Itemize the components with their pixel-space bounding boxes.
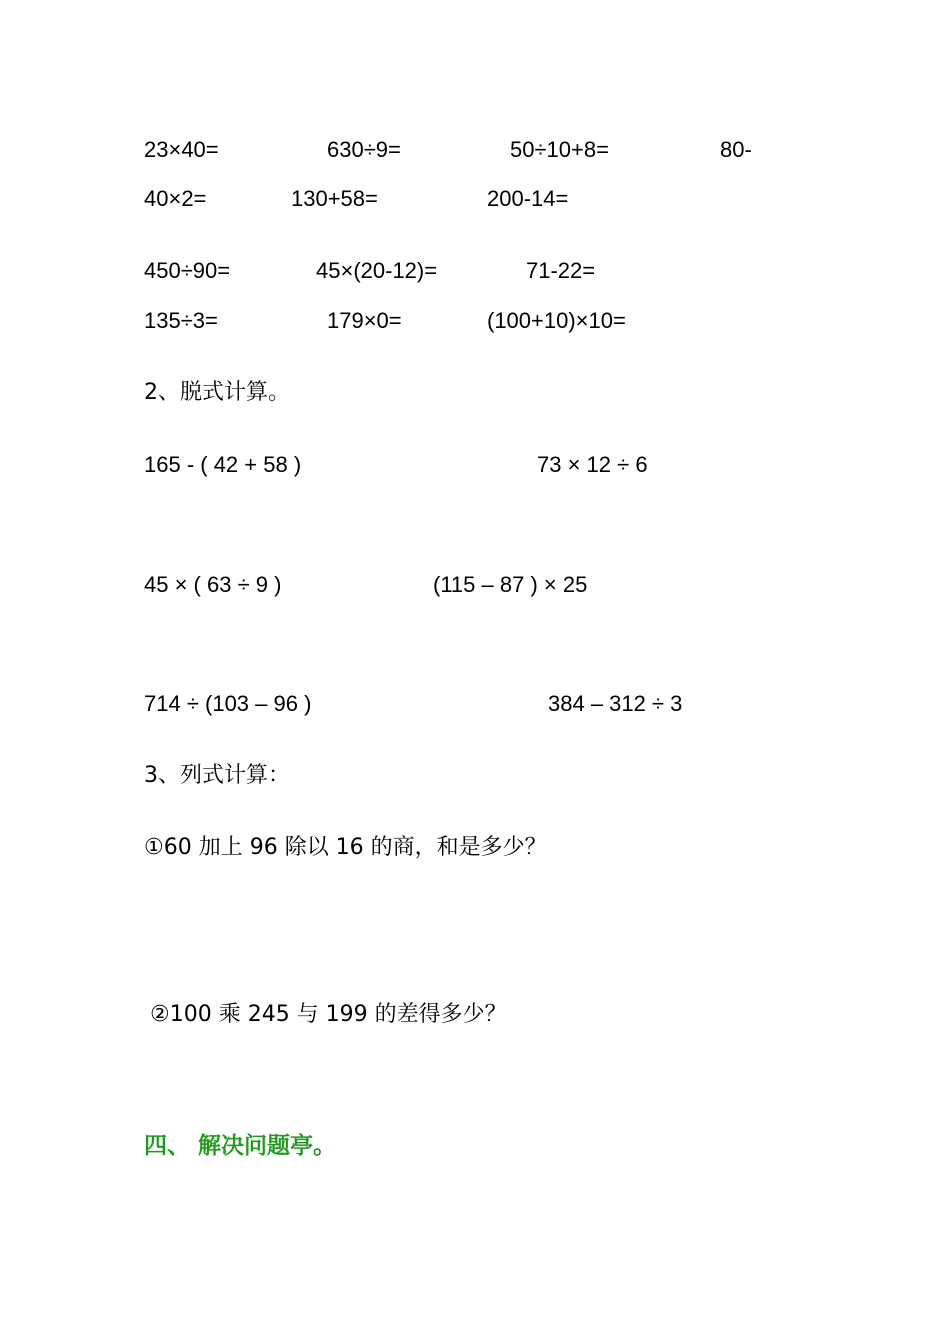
stepwise-problem-1: 165 - ( 42 + 58 )	[144, 452, 302, 477]
problem-80-minus: 80-	[720, 137, 752, 162]
stepwise-problem-3: 45 × ( 63 ÷ 9 )	[144, 572, 282, 597]
section2-heading: 2、脱式计算。	[144, 380, 290, 405]
problem-50div10plus8: 50÷10+8=	[510, 137, 609, 162]
stepwise-problem-4: (115 – 87 ) × 25	[433, 572, 588, 597]
problem-130plus58: 130+58=	[291, 186, 378, 211]
problem-45x20minus12: 45×(20-12)=	[316, 258, 438, 283]
problem-40x2: 40×2=	[144, 186, 207, 211]
problem-179x0: 179×0=	[327, 308, 402, 333]
word-problem-2: ②100 乘 245 与 199 的差得多少？	[150, 1002, 507, 1027]
stepwise-problem-5: 714 ÷ (103 – 96 )	[144, 691, 312, 716]
problem-23x40: 23×40=	[144, 137, 219, 162]
problem-200minus14: 200-14=	[487, 186, 569, 211]
problem-630div9: 630÷9=	[327, 137, 401, 162]
section3-heading: 3、列式计算：	[144, 763, 290, 788]
problem-135div3: 135÷3=	[144, 308, 218, 333]
stepwise-problem-6: 384 – 312 ÷ 3	[548, 691, 683, 716]
word-problem-1: ①60 加上 96 除以 16 的商，和是多少？	[144, 835, 547, 860]
problem-71minus22: 71-22=	[526, 258, 596, 283]
section4-heading: 四、 解决问题亭。	[144, 1133, 337, 1159]
stepwise-problem-2: 73 × 12 ÷ 6	[537, 452, 648, 477]
problem-450div90: 450÷90=	[144, 258, 231, 283]
problem-100plus10x10: (100+10)×10=	[487, 308, 626, 333]
